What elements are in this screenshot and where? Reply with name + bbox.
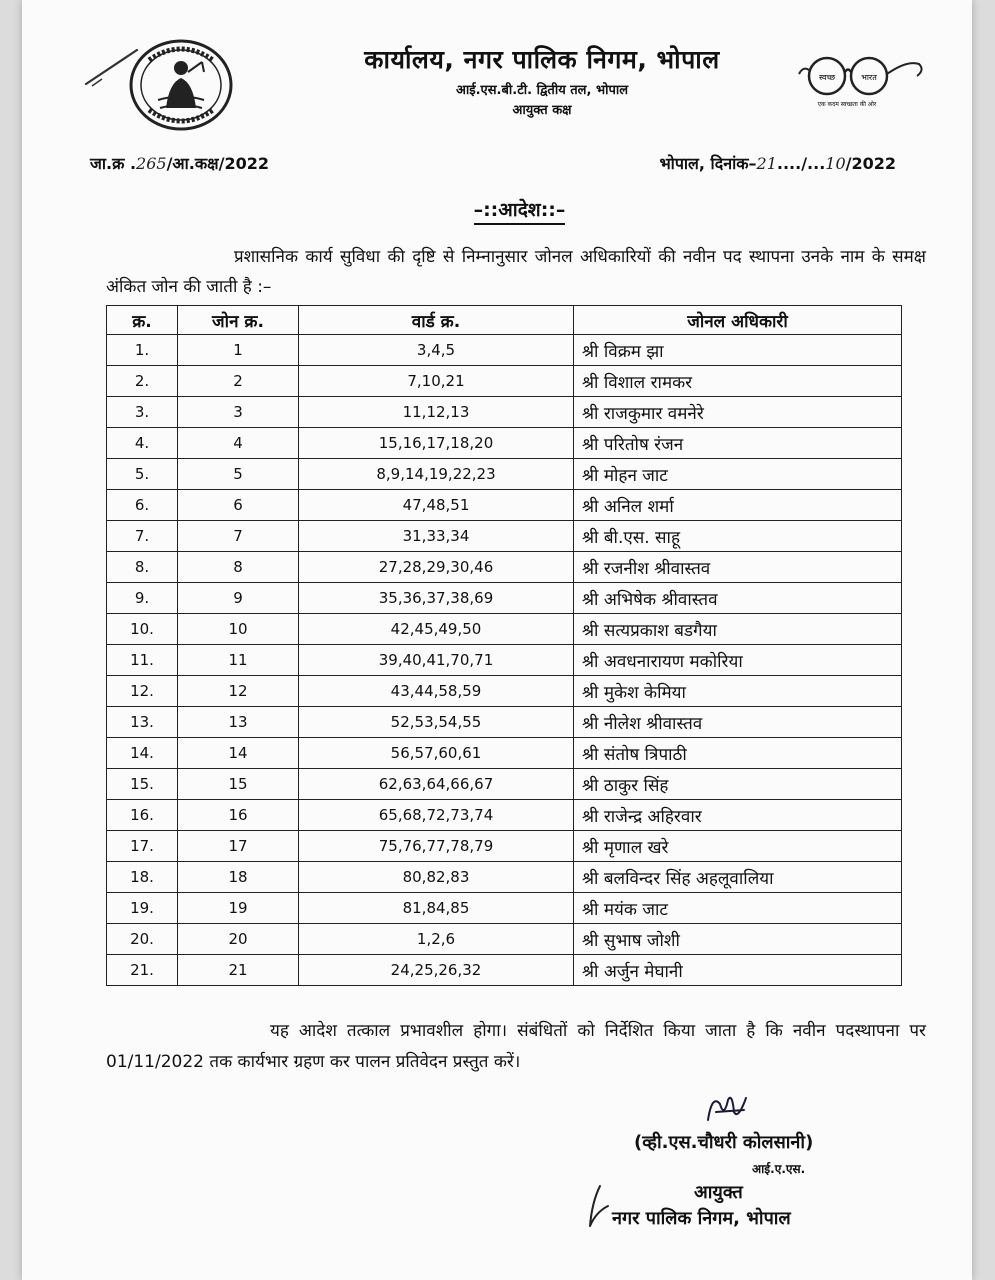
zone-cell: 11	[178, 645, 299, 676]
svg-text:एक कदम स्वच्छता की ओर: एक कदम स्वच्छता की ओर	[817, 101, 877, 108]
zone-cell: 15	[178, 769, 299, 800]
officer-cell: श्री मोहन जाट	[574, 459, 902, 490]
zone-cell: 5	[178, 459, 299, 490]
reference-handwritten-number: 265	[136, 154, 167, 173]
reference-prefix: जा.क्र .	[90, 154, 137, 173]
table-row	[107, 583, 902, 614]
wards-cell: 35,36,37,38,69	[299, 583, 574, 614]
serial-cell: 21.	[107, 955, 178, 986]
wards-cell: 62,63,64,66,67	[299, 769, 574, 800]
table-row	[107, 738, 902, 769]
signatory-cadre: आई.ए.एस.	[752, 1162, 806, 1176]
serial-cell: 4.	[107, 428, 178, 459]
zone-cell: 9	[178, 583, 299, 614]
officer-cell: श्री विशाल रामकर	[574, 366, 902, 397]
wards-cell: 75,76,77,78,79	[299, 831, 574, 862]
header-zone: जोन क्र.	[178, 306, 299, 335]
serial-cell: 17.	[107, 831, 178, 862]
officer-cell: श्री संतोष त्रिपाठी	[574, 738, 902, 769]
zone-cell: 21	[178, 955, 299, 986]
table-row	[107, 831, 902, 862]
table-row	[107, 924, 902, 955]
wards-cell: 11,12,13	[299, 397, 574, 428]
reference-suffix: /आ.कक्ष/2022	[166, 154, 269, 173]
serial-cell: 14.	[107, 738, 178, 769]
handwritten-signature	[698, 1090, 758, 1130]
serial-cell: 7.	[107, 521, 178, 552]
wards-cell: 43,44,58,59	[299, 676, 574, 707]
officer-cell: श्री अवधनारायण मकोरिया	[574, 645, 902, 676]
office-address: आई.एस.बी.टी. द्वितीय तल, भोपाल	[455, 83, 629, 98]
wards-cell: 31,33,34	[299, 521, 574, 552]
serial-cell: 12.	[107, 676, 178, 707]
wards-cell: 8,9,14,19,22,23	[299, 459, 574, 490]
officer-cell: श्री सुभाष जोशी	[574, 924, 902, 955]
table-row	[107, 955, 902, 986]
date-day: 21	[756, 154, 777, 173]
table-row	[107, 800, 902, 831]
serial-cell: 19.	[107, 893, 178, 924]
table-row	[107, 707, 902, 738]
office-room: आयुक्त कक्ष	[512, 103, 572, 118]
intro-paragraph	[106, 242, 926, 302]
wards-cell: 52,53,54,55	[299, 707, 574, 738]
serial-cell: 2.	[107, 366, 178, 397]
wards-cell: 80,82,83	[299, 862, 574, 893]
table-row	[107, 676, 902, 707]
table-row	[107, 490, 902, 521]
table-row	[107, 521, 902, 552]
officer-cell: श्री अभिषेक श्रीवास्तव	[574, 583, 902, 614]
table-row	[107, 645, 902, 676]
zone-cell: 17	[178, 831, 299, 862]
wards-cell: 1,2,6	[299, 924, 574, 955]
zone-cell: 7	[178, 521, 299, 552]
swachh-bharat-spectacles-icon	[797, 52, 927, 112]
serial-cell: 6.	[107, 490, 178, 521]
intro-text: प्रशासनिक कार्य सुविधा की दृष्टि से निम्नानुसार जोनल अधिकारियों की नवीन पद स्थापना उनके नाम के समक्ष अंकित जोन की जाती है :–	[106, 247, 926, 297]
svg-text:स्वच्छ: स्वच्छ	[818, 73, 836, 82]
document-page	[22, 0, 972, 1280]
serial-cell: 8.	[107, 552, 178, 583]
serial-cell: 15.	[107, 769, 178, 800]
zone-cell: 10	[178, 614, 299, 645]
officer-cell: श्री सत्यप्रकाश बडगैया	[574, 614, 902, 645]
svg-text:भारत: भारत	[861, 73, 877, 82]
officer-cell: श्री अर्जुन मेघानी	[574, 955, 902, 986]
table-header-row	[107, 306, 902, 335]
serial-cell: 1.	[107, 335, 178, 366]
table-row	[107, 459, 902, 490]
table-row	[107, 428, 902, 459]
officer-cell: श्री बी.एस. साहू	[574, 521, 902, 552]
zone-cell: 1	[178, 335, 299, 366]
serial-cell: 9.	[107, 583, 178, 614]
order-heading: –::आदेश::–	[22, 196, 995, 222]
zone-cell: 4	[178, 428, 299, 459]
wards-cell: 3,4,5	[299, 335, 574, 366]
date-prefix: भोपाल, दिनांक–	[659, 154, 757, 173]
signatory-designation: आयुक्त	[694, 1182, 743, 1203]
serial-cell: 16.	[107, 800, 178, 831]
wards-cell: 47,48,51	[299, 490, 574, 521]
table-row	[107, 366, 902, 397]
zone-cell: 6	[178, 490, 299, 521]
signatory-office: नगर पालिक निगम, भोपाल	[612, 1208, 791, 1229]
zone-cell: 3	[178, 397, 299, 428]
wards-cell: 65,68,72,73,74	[299, 800, 574, 831]
serial-cell: 18.	[107, 862, 178, 893]
table-row	[107, 769, 902, 800]
table-row	[107, 397, 902, 428]
header-officer: जोनल अधिकारी	[574, 306, 902, 335]
pen-tick-mark	[582, 1182, 612, 1230]
table-row	[107, 893, 902, 924]
officer-cell: श्री मृणाल खरे	[574, 831, 902, 862]
zone-cell: 8	[178, 552, 299, 583]
serial-cell: 13.	[107, 707, 178, 738]
municipal-corporation-seal-icon	[122, 38, 240, 132]
zone-cell: 20	[178, 924, 299, 955]
officer-cell: श्री रजनीश श्रीवास्तव	[574, 552, 902, 583]
officer-cell: श्री मुकेश केमिया	[574, 676, 902, 707]
zone-cell: 19	[178, 893, 299, 924]
office-title: कार्यालय, नगर पालिक निगम, भोपाल	[364, 45, 720, 74]
wards-cell: 42,45,49,50	[299, 614, 574, 645]
zonal-officers-table	[106, 305, 902, 986]
officer-cell: श्री नीलेश श्रीवास्तव	[574, 707, 902, 738]
wards-cell: 39,40,41,70,71	[299, 645, 574, 676]
officer-cell: श्री मयंक जाट	[574, 893, 902, 924]
footer-text: यह आदेश तत्काल प्रभावशील होगा। संबंधितों को निर्देशित किया जाता है कि नवीन पदस्थापना पर 01/11/2022 तक कार्यभार ग्रहण कर पालन प्रतिवेदन प्रस्तुत करें।	[106, 1021, 926, 1072]
officer-cell: श्री अनिल शर्मा	[574, 490, 902, 521]
zone-cell: 12	[178, 676, 299, 707]
table-row	[107, 862, 902, 893]
serial-cell: 5.	[107, 459, 178, 490]
wards-cell: 27,28,29,30,46	[299, 552, 574, 583]
serial-cell: 11.	[107, 645, 178, 676]
zone-cell: 18	[178, 862, 299, 893]
officer-cell: श्री राजकुमार वमनेरे	[574, 397, 902, 428]
zone-cell: 2	[178, 366, 299, 397]
zone-cell: 13	[178, 707, 299, 738]
date-month: 10	[825, 154, 846, 173]
signatory-name: (व्ही.एस.चौधरी कोलसानी)	[634, 1132, 814, 1153]
table-row	[107, 335, 902, 366]
wards-cell: 15,16,17,18,20	[299, 428, 574, 459]
officer-cell: श्री राजेन्द्र अहिरवार	[574, 800, 902, 831]
zone-cell: 14	[178, 738, 299, 769]
serial-cell: 10.	[107, 614, 178, 645]
officer-cell: श्री ठाकुर सिंह	[574, 769, 902, 800]
wards-cell: 24,25,26,32	[299, 955, 574, 986]
date-year: /2022	[845, 154, 896, 173]
officer-cell: श्री परितोष रंजन	[574, 428, 902, 459]
order-footer-paragraph	[106, 1016, 926, 1078]
wards-cell: 7,10,21	[299, 366, 574, 397]
officer-cell: श्री विक्रम झा	[574, 335, 902, 366]
officer-cell: श्री बलविन्दर सिंह अहलूवालिया	[574, 862, 902, 893]
table-row	[107, 614, 902, 645]
wards-cell: 56,57,60,61	[299, 738, 574, 769]
serial-cell: 20.	[107, 924, 178, 955]
header-serial: क्र.	[107, 306, 178, 335]
serial-cell: 3.	[107, 397, 178, 428]
table-row	[107, 552, 902, 583]
reference-number	[90, 152, 269, 174]
order-date: भोपाल, दिनांक–21..../...10/2022	[659, 154, 896, 173]
zone-cell: 16	[178, 800, 299, 831]
wards-cell: 81,84,85	[299, 893, 574, 924]
header-wards: वार्ड क्र.	[299, 306, 574, 335]
